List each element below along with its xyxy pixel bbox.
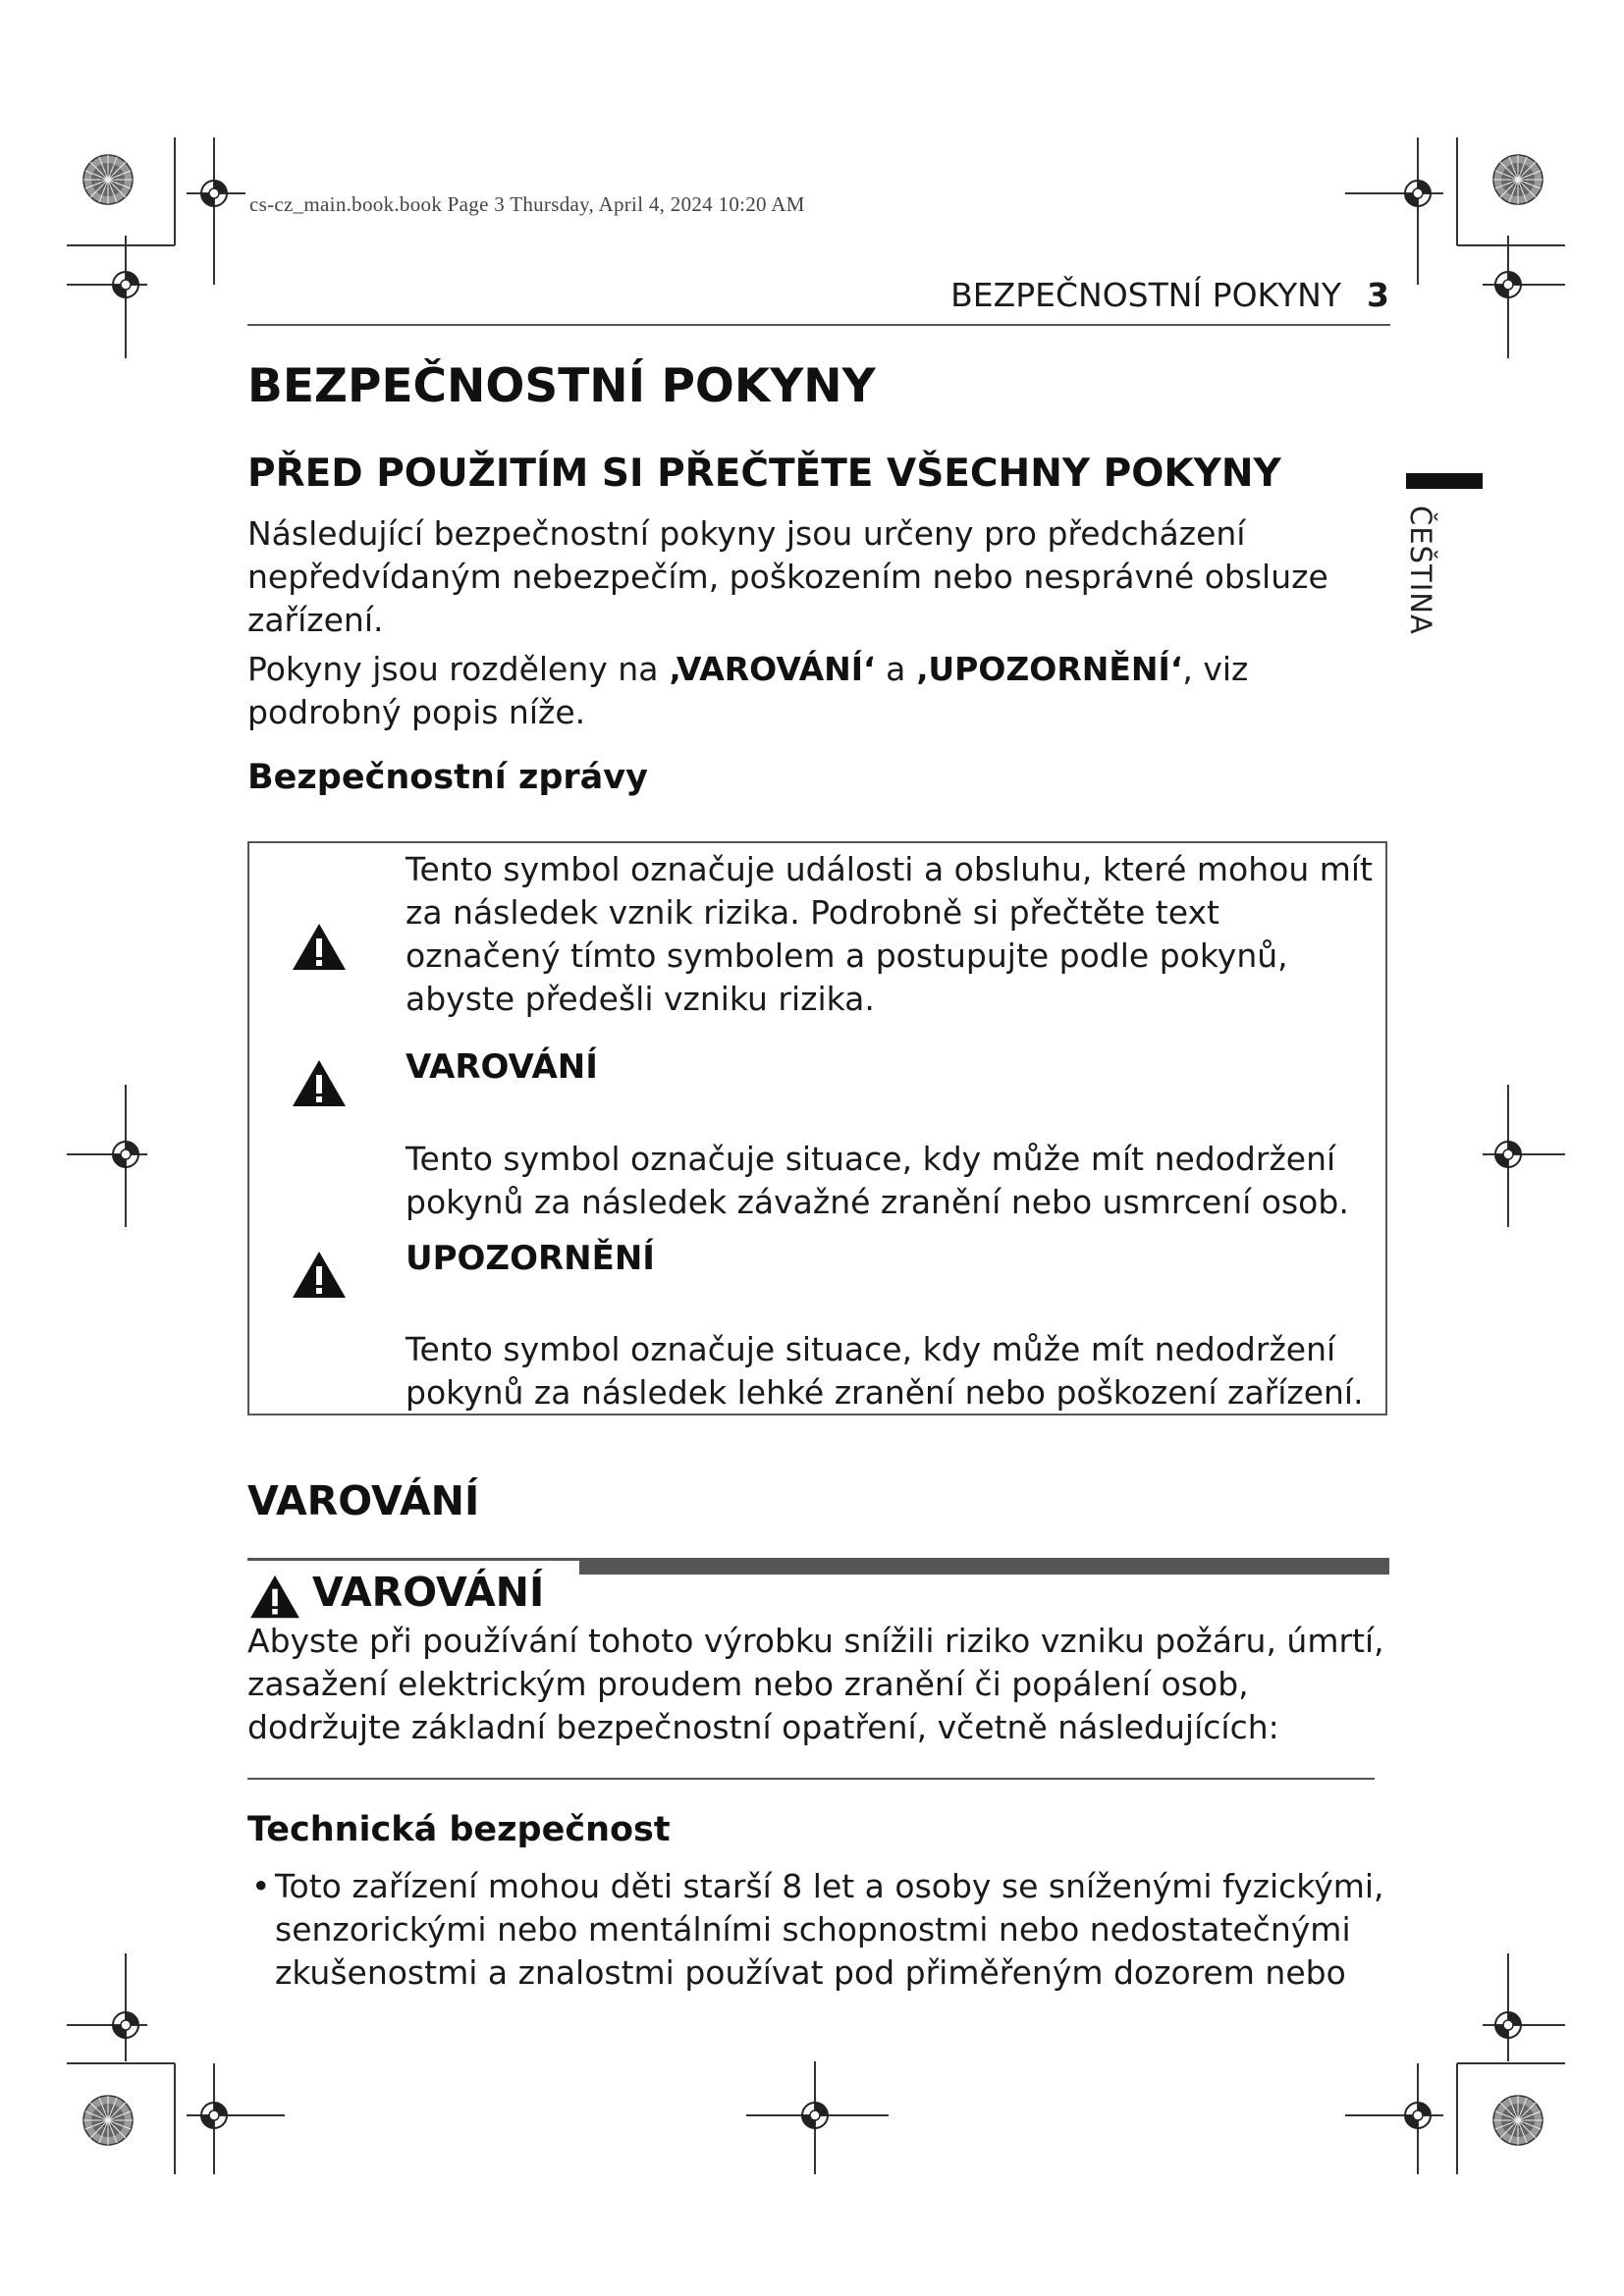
page-title: BEZPEČNOSTNÍ POKYNY [247,359,876,413]
header-rule [247,324,1390,326]
warning-banner-line [247,1558,581,1561]
list-item-text: Toto zařízení mohou děti starší 8 let a osoby se sníženými fyzickými, senzorickými nebo mentálními schopnostmi nebo nedostatečnými zkušenostmi a znalostmi používat pod přiměřeným dozorem nebo [275,1867,1384,1992]
crop-mark-bottom-center [746,2061,889,2174]
caution-label: UPOZORNĚNÍ [406,1239,655,1278]
warning-triangle-icon [291,922,348,973]
section-separator [247,1778,1375,1780]
warning-triangle-icon [291,1058,348,1109]
language-tab-label: ČEŠTINA [1404,506,1437,635]
crop-mark-middle-right [1483,1085,1565,1227]
bullet-dot: • [251,1867,271,1905]
technical-safety-heading: Technická bezpečnost [247,1810,671,1849]
intro-p2-start: Pokyny jsou rozděleny na [247,650,669,688]
crop-mark-middle-left [67,1085,147,1227]
warning-banner-bar [579,1558,1389,1575]
caution-symbol-text: Tento symbol označuje situace, kdy může mít nedodržení pokynů za následek lehké zranění nebo poškození zařízení. [406,1330,1364,1412]
warning-symbol-text: Tento symbol označuje situace, kdy může mít nedodržení pokynů za následek závažné zranění nebo usmrcení osob. [406,1140,1349,1221]
intro-paragraph-2 [247,648,1391,734]
intro-p2-and: a [875,650,916,688]
general-symbol-text: Tento symbol označuje události a obsluhu, které mohou mít za následek vznik rizika. Podrobně si přečtěte text označený tímto symbolem a postupujte podle pokynů, abyste předešli vzniku rizika. [406,850,1373,1018]
warning-section-heading: VAROVÁNÍ [247,1477,480,1524]
intro-p2-warning-term: ‚VAROVÁNÍ‘ [668,650,876,688]
list-item [247,1865,1396,1995]
crop-mark-top-left [67,137,245,358]
warning-triangle-icon [291,1250,348,1301]
print-info-line: cs-cz_main.book.book Page 3 Thursday, April 4, 2024 10:20 AM [249,192,805,216]
warning-triangle-icon [247,1574,302,1621]
running-head-title: BEZPEČNOSTNÍ POKYNY [950,276,1342,314]
intro-p2-caution-term: ‚UPOZORNĚNÍ‘ [915,650,1183,688]
intro-paragraph-1: Následující bezpečnostní pokyny jsou určeny pro předcházení nepředvídaným nebezpečím, poškozením nebo nesprávné obsluze zařízení. [247,514,1328,639]
warning-label: VAROVÁNÍ [406,1047,598,1087]
language-tab-marker [1406,473,1483,489]
intro-heading: PŘED POUŽITÍM SI PŘEČTĚTE VŠECHNY POKYNY [247,452,1281,496]
warning-section-text: Abyste při používání tohoto výrobku snížili riziko vzniku požáru, úmrtí, zasažení elektrickým proudem nebo zranění či popálení osob, dodržujte základní bezpečnostní opatření, včetně následujících: [247,1622,1384,1746]
running-head [884,276,1389,314]
safety-messages-heading: Bezpečnostní zprávy [247,758,648,797]
intro-p2-end: , viz podrobný popis níže. [247,650,1249,731]
warning-banner-label: VAROVÁNÍ [312,1569,545,1616]
page-number: 3 [1367,276,1389,314]
